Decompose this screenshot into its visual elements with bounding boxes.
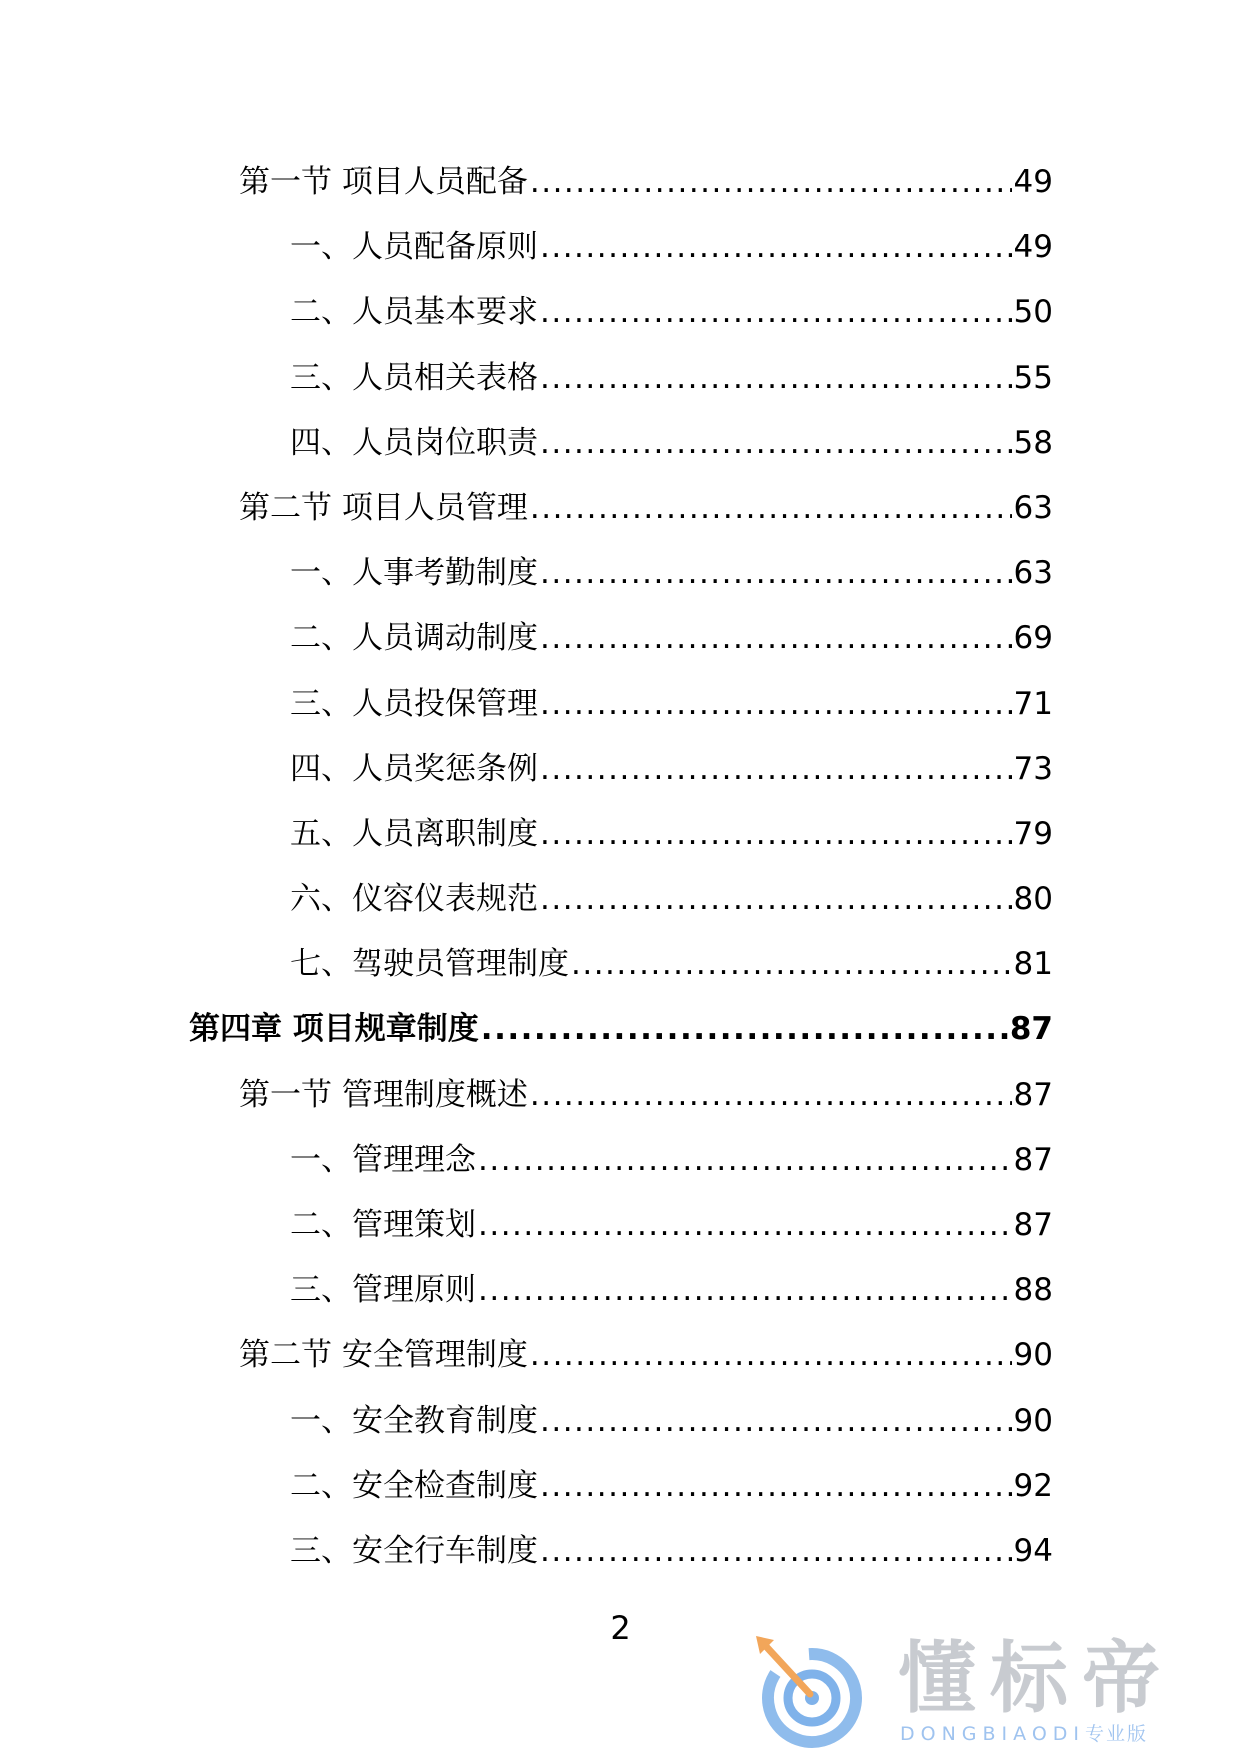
- toc-dot-leader: [540, 879, 1012, 919]
- toc-entry-item[interactable]: [0, 227, 1241, 292]
- toc-entry-title: 三、管理原则: [290, 1272, 476, 1309]
- toc-entry-title: 二、管理策划: [290, 1207, 476, 1243]
- toc-entry-page: 58: [1013, 424, 1053, 461]
- toc-entry-page: 49: [1013, 164, 1053, 200]
- toc-entry-chapter[interactable]: [0, 1009, 1241, 1074]
- toc-entry-item[interactable]: [0, 1401, 1241, 1466]
- toc-entry-item[interactable]: [0, 1466, 1241, 1531]
- toc-entry-title: 二、人员基本要求: [290, 294, 538, 331]
- toc-dot-leader: [478, 1205, 1012, 1245]
- toc-dot-leader: [530, 1075, 1012, 1115]
- watermark-subtitle-cn: 专业版: [1085, 1723, 1149, 1745]
- toc-dot-leader: [540, 749, 1012, 789]
- toc-entry-title: 一、人事考勤制度: [290, 555, 538, 592]
- toc-dot-leader: [540, 358, 1012, 398]
- table-of-contents: [0, 162, 1241, 1596]
- toc-entry-item[interactable]: [0, 1531, 1241, 1596]
- toc-dot-leader: [540, 814, 1012, 854]
- toc-entry-page: 87: [1013, 1141, 1053, 1178]
- toc-entry-item[interactable]: [0, 1270, 1241, 1335]
- toc-entry-title: 三、安全行车制度: [290, 1532, 538, 1569]
- toc-entry-page: 55: [1013, 359, 1053, 396]
- target-arrow-logo-icon: [748, 1632, 868, 1750]
- toc-dot-leader: [571, 944, 1012, 984]
- toc-dot-leader: [540, 1531, 1012, 1571]
- toc-entry-page: 87: [1013, 1076, 1053, 1113]
- toc-entry-page: 94: [1013, 1532, 1053, 1569]
- toc-entry-page: 81: [1013, 946, 1053, 983]
- toc-entry-section[interactable]: [0, 1075, 1241, 1140]
- toc-dot-leader: [481, 1009, 1008, 1049]
- toc-entry-section[interactable]: [0, 162, 1241, 227]
- toc-entry-page: 92: [1013, 1467, 1053, 1504]
- toc-entry-item[interactable]: [0, 879, 1241, 944]
- toc-entry-item[interactable]: [0, 944, 1241, 1009]
- toc-entry-title: 四、人员奖惩条例: [290, 750, 538, 787]
- toc-entry-title: 一、安全教育制度: [290, 1402, 538, 1439]
- toc-entry-section[interactable]: [0, 488, 1241, 553]
- toc-entry-page: 73: [1013, 750, 1053, 787]
- watermark: [748, 1632, 1228, 1750]
- toc-entry-item[interactable]: [0, 618, 1241, 683]
- toc-entry-section[interactable]: [0, 1335, 1241, 1400]
- toc-entry-title: 一、管理理念: [290, 1141, 476, 1178]
- toc-entry-item[interactable]: [0, 814, 1241, 879]
- toc-entry-title: 第一节 项目人员配备: [239, 164, 528, 200]
- toc-dot-leader: [540, 227, 1012, 267]
- toc-entry-title: 七、驾驶员管理制度: [290, 946, 569, 983]
- toc-entry-item[interactable]: [0, 1205, 1241, 1270]
- toc-entry-page: 88: [1013, 1272, 1053, 1309]
- toc-entry-title: 第一节 管理制度概述: [239, 1076, 528, 1113]
- toc-entry-page: 87: [1013, 1207, 1053, 1243]
- page-number: 2: [610, 1609, 631, 1647]
- toc-dot-leader: [540, 292, 1012, 332]
- toc-entry-title: 六、仪容仪表规范: [290, 881, 538, 918]
- toc-dot-leader: [530, 488, 1012, 528]
- toc-entry-page: 90: [1013, 1402, 1053, 1439]
- toc-entry-page: 63: [1013, 489, 1053, 526]
- toc-entry-title: 二、人员调动制度: [290, 620, 538, 657]
- toc-entry-title: 一、人员配备原则: [290, 229, 538, 266]
- toc-entry-page: 69: [1013, 620, 1053, 657]
- toc-entry-title: 第二节 项目人员管理: [239, 489, 528, 526]
- toc-entry-item[interactable]: [0, 423, 1241, 488]
- watermark-subtitle: [900, 1722, 1148, 1746]
- toc-entry-title: 二、安全检查制度: [290, 1467, 538, 1504]
- toc-entry-item[interactable]: [0, 684, 1241, 749]
- toc-entry-page: 49: [1013, 229, 1053, 266]
- toc-dot-leader: [540, 684, 1012, 724]
- toc-dot-leader: [540, 423, 1012, 463]
- toc-dot-leader: [530, 162, 1012, 202]
- toc-entry-title: 三、人员投保管理: [290, 685, 538, 722]
- toc-entry-item[interactable]: [0, 553, 1241, 618]
- toc-dot-leader: [478, 1270, 1012, 1310]
- toc-entry-title: 第四章 项目规章制度: [189, 1011, 479, 1048]
- toc-entry-page: 80: [1013, 881, 1053, 918]
- toc-entry-page: 63: [1013, 555, 1053, 592]
- toc-dot-leader: [530, 1335, 1012, 1375]
- toc-dot-leader: [540, 553, 1012, 593]
- toc-dot-leader: [478, 1140, 1012, 1180]
- toc-entry-item[interactable]: [0, 358, 1241, 423]
- watermark-subtitle-latin: DONGBIAODI: [900, 1723, 1086, 1745]
- toc-entry-title: 四、人员岗位职责: [290, 424, 538, 461]
- watermark-brand: 懂标帝: [898, 1634, 1175, 1724]
- toc-entry-page: 79: [1013, 815, 1053, 852]
- toc-entry-item[interactable]: [0, 749, 1241, 814]
- toc-entry-title: 第二节 安全管理制度: [239, 1337, 528, 1374]
- toc-dot-leader: [540, 1466, 1012, 1506]
- toc-dot-leader: [540, 618, 1012, 658]
- toc-entry-title: 五、人员离职制度: [290, 815, 538, 852]
- toc-entry-item[interactable]: [0, 1140, 1241, 1205]
- toc-dot-leader: [540, 1401, 1012, 1441]
- toc-entry-page: 87: [1009, 1011, 1053, 1048]
- toc-entry-title: 三、人员相关表格: [290, 359, 538, 396]
- toc-entry-page: 71: [1013, 685, 1053, 722]
- toc-entry-page: 50: [1013, 294, 1053, 331]
- toc-entry-item[interactable]: [0, 292, 1241, 357]
- toc-entry-page: 90: [1013, 1337, 1053, 1374]
